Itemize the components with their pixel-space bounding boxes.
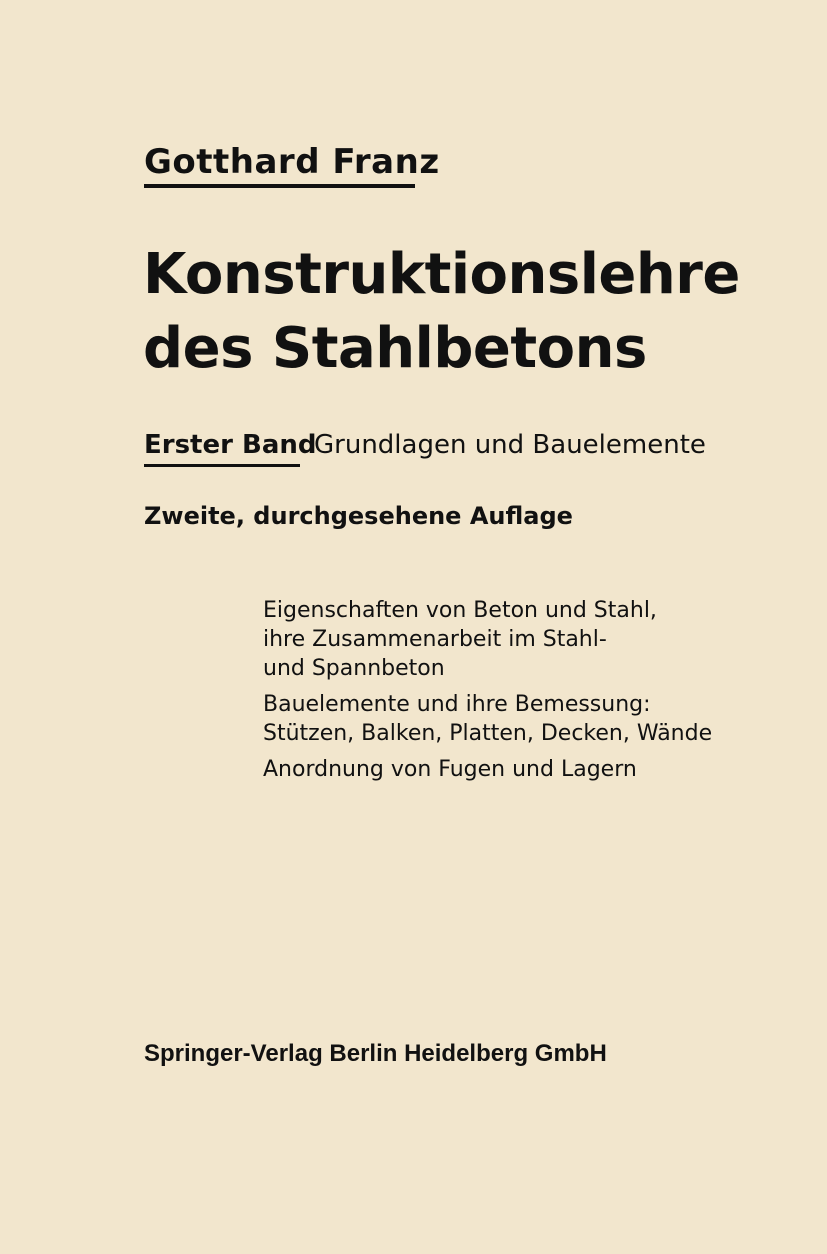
author-underline: [144, 184, 415, 188]
edition-note: Zweite, durchgesehene Auflage: [144, 502, 573, 530]
book-title: [143, 238, 740, 386]
book-title-line-1: Konstruktionslehre: [143, 242, 740, 307]
contents-block-3: [263, 755, 712, 784]
contents-summary: [263, 596, 712, 791]
contents-block-2: [263, 690, 712, 748]
publisher-imprint: Springer-Verlag Berlin Heidelberg GmbH: [144, 1040, 607, 1067]
volume-subtitle: Grundlagen und Bauelemente: [314, 430, 706, 460]
author-name: Gotthard Franz: [144, 142, 440, 182]
contents-line: Stützen, Balken, Platten, Decken, Wände: [263, 721, 713, 746]
volume-underline: [144, 464, 300, 467]
contents-line: und Spannbeton: [263, 656, 445, 681]
book-title-line-2: des Stahlbetons: [143, 316, 647, 381]
contents-line: ihre Zusammenarbeit im Stahl-: [263, 627, 607, 652]
contents-line: Bauelemente und ihre Bemessung:: [263, 692, 651, 717]
contents-line: Anordnung von Fugen und Lagern: [263, 757, 637, 782]
volume-label: Erster Band: [144, 430, 317, 460]
contents-line: Eigenschaften von Beton und Stahl,: [263, 598, 657, 623]
contents-block-1: [263, 596, 712, 683]
